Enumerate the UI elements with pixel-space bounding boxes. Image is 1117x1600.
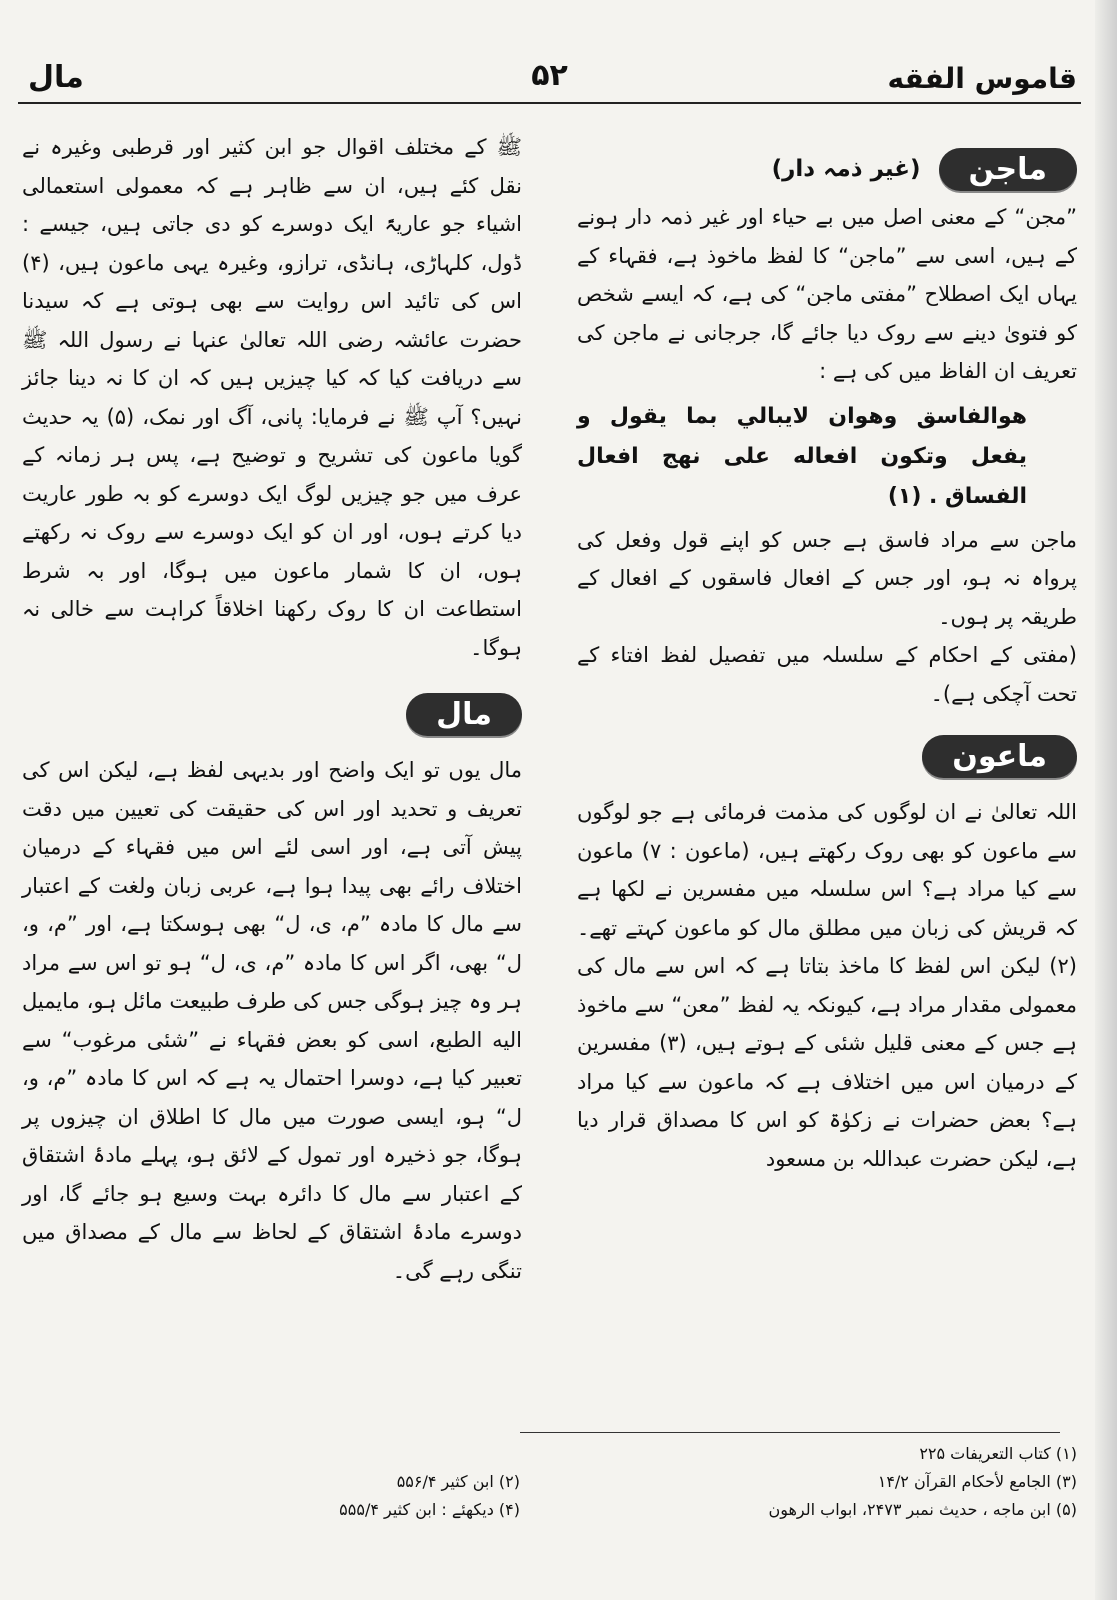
majin-paragraph-3: (مفتی کے احکام کے سلسلہ میں تفصیل لفظ افتاء کے تحت آچکی ہے)۔: [577, 643, 1077, 706]
footnotes-right: [577, 1440, 1077, 1524]
footnote-1: (۱) كتاب التعريفات ۲۲۵: [919, 1444, 1077, 1463]
page-number: ۵۲: [531, 58, 568, 93]
header-entry-word: مال: [28, 60, 84, 95]
maun-continuation: ﷺ کے مختلف اقوال جو ابن کثیر اور قرطبی وغیرہ نے نقل کئے ہیں، ان سے ظاہر ہے کہ معمولی استعمالی اشیاء جو عاریۃً ایک دوسرے کو دی جاتی ہیں، جیسے : ڈول، کلہاڑی، ہانڈی، ترازو، وغیرہ یہی ماعون ہیں، (۴) اس کی تائید اس روایت سے بھی ہوتی ہے کہ سیدنا حضرت عائشہ رضی اللہ تعالیٰ عنہا نے رسول اللہ ﷺ سے دریافت کیا کہ کیا چیزیں ہیں کہ ان کا نہ دینا جائز نہیں؟ آپ ﷺ نے فرمایا: پانی، آگ اور نمک، (۵) یہ حدیث گویا ماعون کی تشریح و توضیح ہے، پس ہر زمانہ کے عرف میں جو چیزیں لوگ ایک دوسرے کو بہ طور عاریت دیا کرتے ہوں، اور ان کو ایک دوسرے سے روک نہ رکھتے ہوں، ان کا شمار ماعون میں ہوگا، اور بہ شرط استطاعت ان کا روک رکھنا اخلاقاً کراہت سے خالی نہ ہوگا۔: [22, 135, 522, 660]
page-edge: [1095, 0, 1117, 1600]
footnote-rule: [520, 1432, 1060, 1433]
maun-paragraph-1: اللہ تعالیٰ نے ان لوگوں کی مذمت فرمائی ہے جو لوگوں سے ماعون کو بھی روک رکھتے ہیں، (ماعون : ۷) ماعون سے کیا مراد ہے؟ اس سلسلہ میں مفسرین نے لکھا ہے کہ قریش کی زبان میں مطلق مال کو ماعون کہتے تھے۔ (۲) لیکن اس لفظ کا ماخذ بتاتا ہے کہ اس سے مال کی معمولی مقدار مراد ہے، کیونکہ یہ لفظ ”معن“ سے ماخوذ ہے جس کے معنی قلیل شئی کے ہوتے ہیں، (۳) مفسرین کے درمیان اس میں اختلاف ہے کہ ماعون سے کیا مراد ہے؟ بعض حضرات نے زکوٰۃ کو اس کا مصداق قرار دیا ہے، لیکن حضرت عبداللہ بن مسعود: [577, 800, 1077, 1171]
entry-heading-majin: [577, 140, 1077, 198]
footnote-2: (۲) ابن کثیر ۵۵۶/۴: [396, 1472, 520, 1491]
entry-title-mal: مال: [406, 693, 522, 736]
entry-heading-mal: [22, 685, 522, 743]
footnote-4: (۴) دیکھئے : ابن کثیر ۵۵۵/۴: [339, 1500, 520, 1519]
entry-title-maun: ماعون: [922, 735, 1077, 778]
arabic-quotation: هوالفاسق وهوان لايبالي بما يقول و يفعل وتكون افعاله على نهج افعال الفساق . (۱): [577, 403, 1027, 509]
page-header: [18, 58, 1081, 100]
majin-paragraph-2: ماجن سے مراد فاسق ہے جس کو اپنے قول وفعل کی پرواہ نہ ہو، اور جس کے افعال فاسقوں کے افعال کے طریقہ پر ہوں۔: [577, 527, 1077, 629]
right-column: [577, 140, 1077, 1178]
footnote-3: (۳) الجامع لأحكام القرآن ۱۴/۲: [877, 1472, 1077, 1491]
header-rule: [18, 102, 1081, 104]
footnotes-left: [190, 1468, 520, 1524]
entry-qualifier: (غیر ذمہ دار): [771, 156, 921, 182]
entry-heading-maun: [577, 727, 1077, 785]
left-column: [22, 128, 522, 1290]
majin-paragraph-1: ”مجن“ کے معنی اصل میں بے حیاء اور غیر ذمہ دار ہونے کے ہیں، اسی سے ”ماجن“ کا لفظ ماخوذ ہے، فقہاء کے یہاں ایک اصطلاح ”مفتی ماجن“ کی ہے، کہ ایسے شخص کو فتویٰ دینے سے روک دیا جائے گا، جرجانی نے ماجن کی تعریف ان الفاظ میں کی ہے :: [577, 205, 1077, 383]
footnote-5: (۵) ابن ماجه ، حديث نمبر ۲۴۷۳، ابواب الرهون: [768, 1500, 1077, 1519]
running-title: قاموس الفقه: [887, 62, 1077, 95]
entry-title-majin: ماجن: [939, 148, 1077, 191]
mal-paragraph-1: مال یوں تو ایک واضح اور بدیہی لفظ ہے، لیکن اس کی تعریف و تحدید اور اس کی حقیقت کی تعیین میں دقت پیش آتی ہے، اور اسی لئے اس میں فقہاء کے درمیان اختلاف رائے بھی پیدا ہوا ہے، عربی زبان ولغت کے اعتبار سے مال کا مادہ ”م، ی، ل“ بھی ہوسکتا ہے، اور ”م، و، ل“ بھی، اگر اس کا مادہ ”م، ی، ل“ ہو تو اس سے مراد ہر وہ چیز ہوگی جس کی طرف طبیعت مائل ہو، مايميل اليه الطبع، اسی کو بعض فقہاء نے ”شئی مرغوب“ سے تعبیر کیا ہے، دوسرا احتمال یہ ہے کہ اس کا مادہ ”م، و، ل“ ہو، ایسی صورت میں مال کا اطلاق ان چیزوں پر ہوگا، جو ذخیرہ اور تمول کے لائق ہو، پہلے مادۂ اشتقاق کے اعتبار سے مال کا دائرہ بہت وسیع ہو جائے گا، اور دوسرے مادۂ اشتقاق کے لحاظ سے مال کے مصداق میں تنگی رہے گی۔: [22, 758, 522, 1283]
